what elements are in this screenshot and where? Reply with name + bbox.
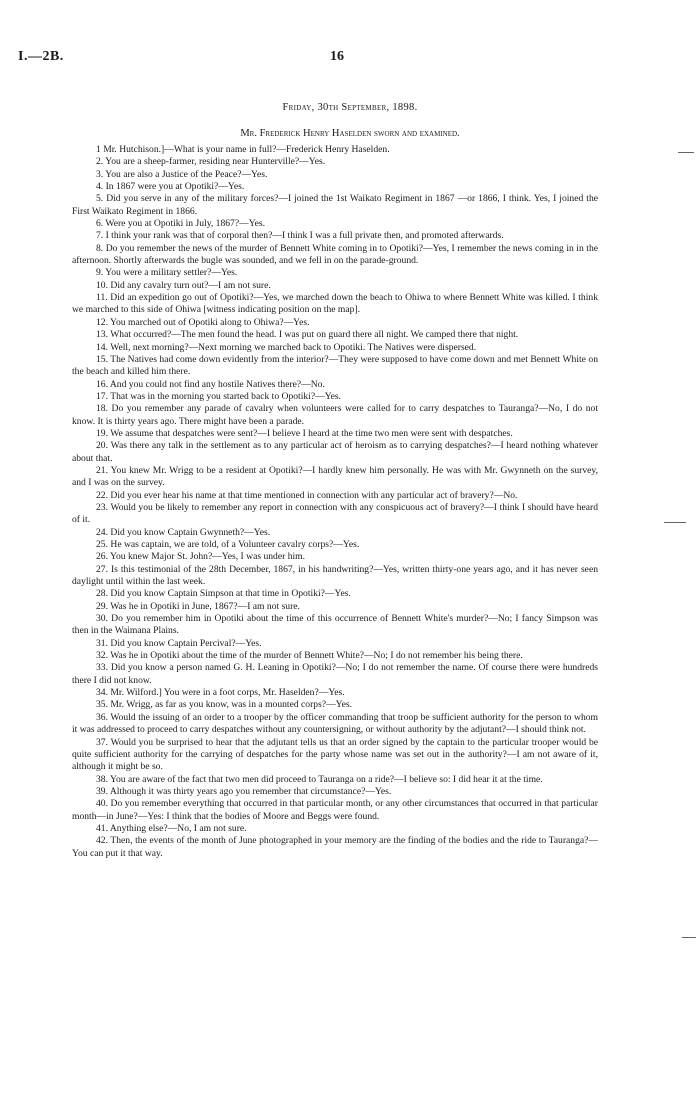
question-paragraph: 18. Do you remember any parade of cavalry when volunteers were called for to carry despatches to Tauranga?—No, I do not know. It is thirty years ago. There might have been a parade. (72, 403, 598, 427)
question-paragraph: 2. You are a sheep-farmer, residing near Hunterville?—Yes. (96, 156, 326, 168)
margin-mark (664, 522, 686, 523)
question-paragraph: 4. In 1867 were you at Opotiki?—Yes. (96, 181, 245, 193)
question-paragraph: 38. You are aware of the fact that two men did proceed to Tauranga on a ride?—I believe so: I did hear it at the time. (96, 773, 543, 785)
question-paragraph: 14. Well, next morning?—Next morning we marched back to Opotiki. The Natives were dispersed. (96, 341, 477, 353)
question-paragraph: 39. Although it was thirty years ago you remember that circumstance?—Yes. (96, 785, 392, 797)
margin-mark (682, 937, 696, 938)
question-paragraph: 40. Do you remember everything that occurred in that particular month, or any other circumstances that occurred in that particular month—in June?—Yes: I think that the bodies of Moore and Beggs were found. (72, 798, 598, 822)
question-paragraph: 28. Did you know Captain Simpson at that time in Opotiki?—Yes. (96, 588, 351, 600)
question-paragraph: 15. The Natives had come down evidently from the interior?—They were supposed to have come down and met Bennett White on the beach and killed him there. (72, 353, 598, 378)
question-paragraph: 7. I think your rank was that of corporal then?—I think I was a full private then, and promoted afterwards. (96, 230, 504, 242)
question-paragraph: 8. Do you remember the news of the murder of Bennett White coming in to Opotiki?—Yes, I remember the news coming in in the afternoon. Shortly afterwards the bugle was sounded, and we fell in on the parade-ground. (72, 242, 598, 267)
question-paragraph: 10. Did any cavalry turn out?—I am not sure. (96, 279, 271, 291)
question-paragraph: 21. You knew Mr. Wrigg to be a resident at Opotiki?—I hardly knew him personally. He was with Mr. Gwynneth on the survey, and I was on the survey. (72, 464, 598, 489)
question-paragraph: 33. Did you know a person named G. H. Leaning in Opotiki?—No; I do not remember the name. Of course there were hundreds there I did not know. (72, 662, 598, 686)
testimony-body (72, 144, 598, 860)
question-paragraph: 27. Is this testimonial of the 28th December, 1867, in his handwriting?—Yes, written thirty-one years ago, and it has never seen daylight until within the last week. (72, 563, 598, 588)
question-paragraph: 34. Mr. Wilford.] You were in a foot corps, Mr. Haselden?—Yes. (96, 687, 345, 699)
question-paragraph: 11. Did an expedition go out of Opotiki?—Yes, we marched down the beach to Ohiwa to where Bennett White was killed. I think we marched to this side of Ohiwa [witness indicating position on the map]. (72, 292, 598, 316)
witness-heading: Mr. Frederick Henry Haselden sworn and examined. (240, 128, 460, 139)
question-paragraph: 16. And you could not find any hostile Natives there?—No. (96, 378, 325, 390)
question-paragraph: 32. Was he in Opotiki about the time of the murder of Bennett White?—No; I do not remember his being there. (96, 650, 523, 662)
question-paragraph: 5. Did you serve in any of the military forces?—I joined the 1st Waikato Regiment in 1867 —or 1866, I think. Yes, I joined the First Waikato Regiment in 1866. (72, 193, 598, 217)
question-paragraph: 30. Do you remember him in Opotiki about the time of this occurrence of Bennett White's murder?—No; I fancy Simpson was then in the Waimana Plains. (72, 613, 598, 637)
question-paragraph: 22. Did you ever hear his name at that time mentioned in connection with any particular act of bravery?—No. (96, 489, 518, 501)
date-heading: Friday, 30th September, 1898. (282, 102, 418, 113)
question-paragraph: 9. You were a military settler?—Yes. (96, 267, 238, 279)
question-paragraph: 12. You marched out of Opotiki along to Ohiwa?—Yes. (96, 316, 310, 328)
question-paragraph: 23. Would you be likely to remember any report in connection with any conspicuous act of bravery?—I think I should have heard of it. (72, 501, 598, 526)
question-paragraph: 36. Would the issuing of an order to a trooper by the officer commanding that troop be sufficient authority for the person to whom it was addressed to proceed to carry despatches without any countersigning, or without authority by the adjutant?—I should think not. (72, 711, 598, 736)
question-paragraph: 29. Was he in Opotiki in June, 1867?—I am not sure. (96, 600, 300, 612)
question-paragraph: 6. Were you at Opotiki in July, 1867?—Yes. (96, 218, 266, 230)
question-paragraph: 42. Then, the events of the month of June photographed in your memory are the finding of the bodies and the ride to Tauranga?—You can put it that way. (72, 835, 598, 859)
question-paragraph: 25. He was captain, we are told, of a Volunteer cavalry corps?—Yes. (96, 539, 360, 550)
question-paragraph: 24. Did you know Captain Gwynneth?—Yes. (96, 526, 271, 538)
question-paragraph: 19. We assume that despatches were sent?—I believe I heard at the time two men were sent with despatches. (96, 427, 513, 439)
question-paragraph: 35. Mr. Wrigg, as far as you know, was in a mounted corps?—Yes. (96, 699, 353, 711)
page-number: 16 (330, 49, 344, 64)
question-paragraph: 41. Anything else?—No, I am not sure. (96, 822, 247, 834)
question-paragraph: 31. Did you know Captain Percival?—Yes. (96, 637, 262, 649)
question-paragraph: 3. You are also a Justice of the Peace?—Yes. (96, 168, 268, 180)
question-paragraph: 37. Would you be surprised to hear that the adjutant tells us that an order signed by the captain to the particular trooper would be quite sufficient authority for the carrying of despatches for the party whose name was set out in the authority?—I am not aware of it, although it might be so. (72, 736, 598, 773)
question-paragraph: 1 Mr. Hutchison.]—What is your name in full?—Frederick Henry Haselden. (96, 144, 390, 155)
question-paragraph: 26. You knew Major St. John?—Yes, I was under him. (96, 551, 306, 563)
question-paragraph: 20. Was there any talk in the settlement as to any particular act of heroism as to carrying despatches?—I heard nothing whatever about that. (72, 440, 598, 464)
question-paragraph: 13. What occurred?—The men found the head. I was put on guard there all night. We camped there that night. (96, 329, 519, 341)
margin-mark (678, 152, 694, 153)
page-reference: I.—2B. (18, 49, 64, 64)
question-paragraph: 17. That was in the morning you started back to Opotiki?—Yes. (96, 390, 342, 402)
